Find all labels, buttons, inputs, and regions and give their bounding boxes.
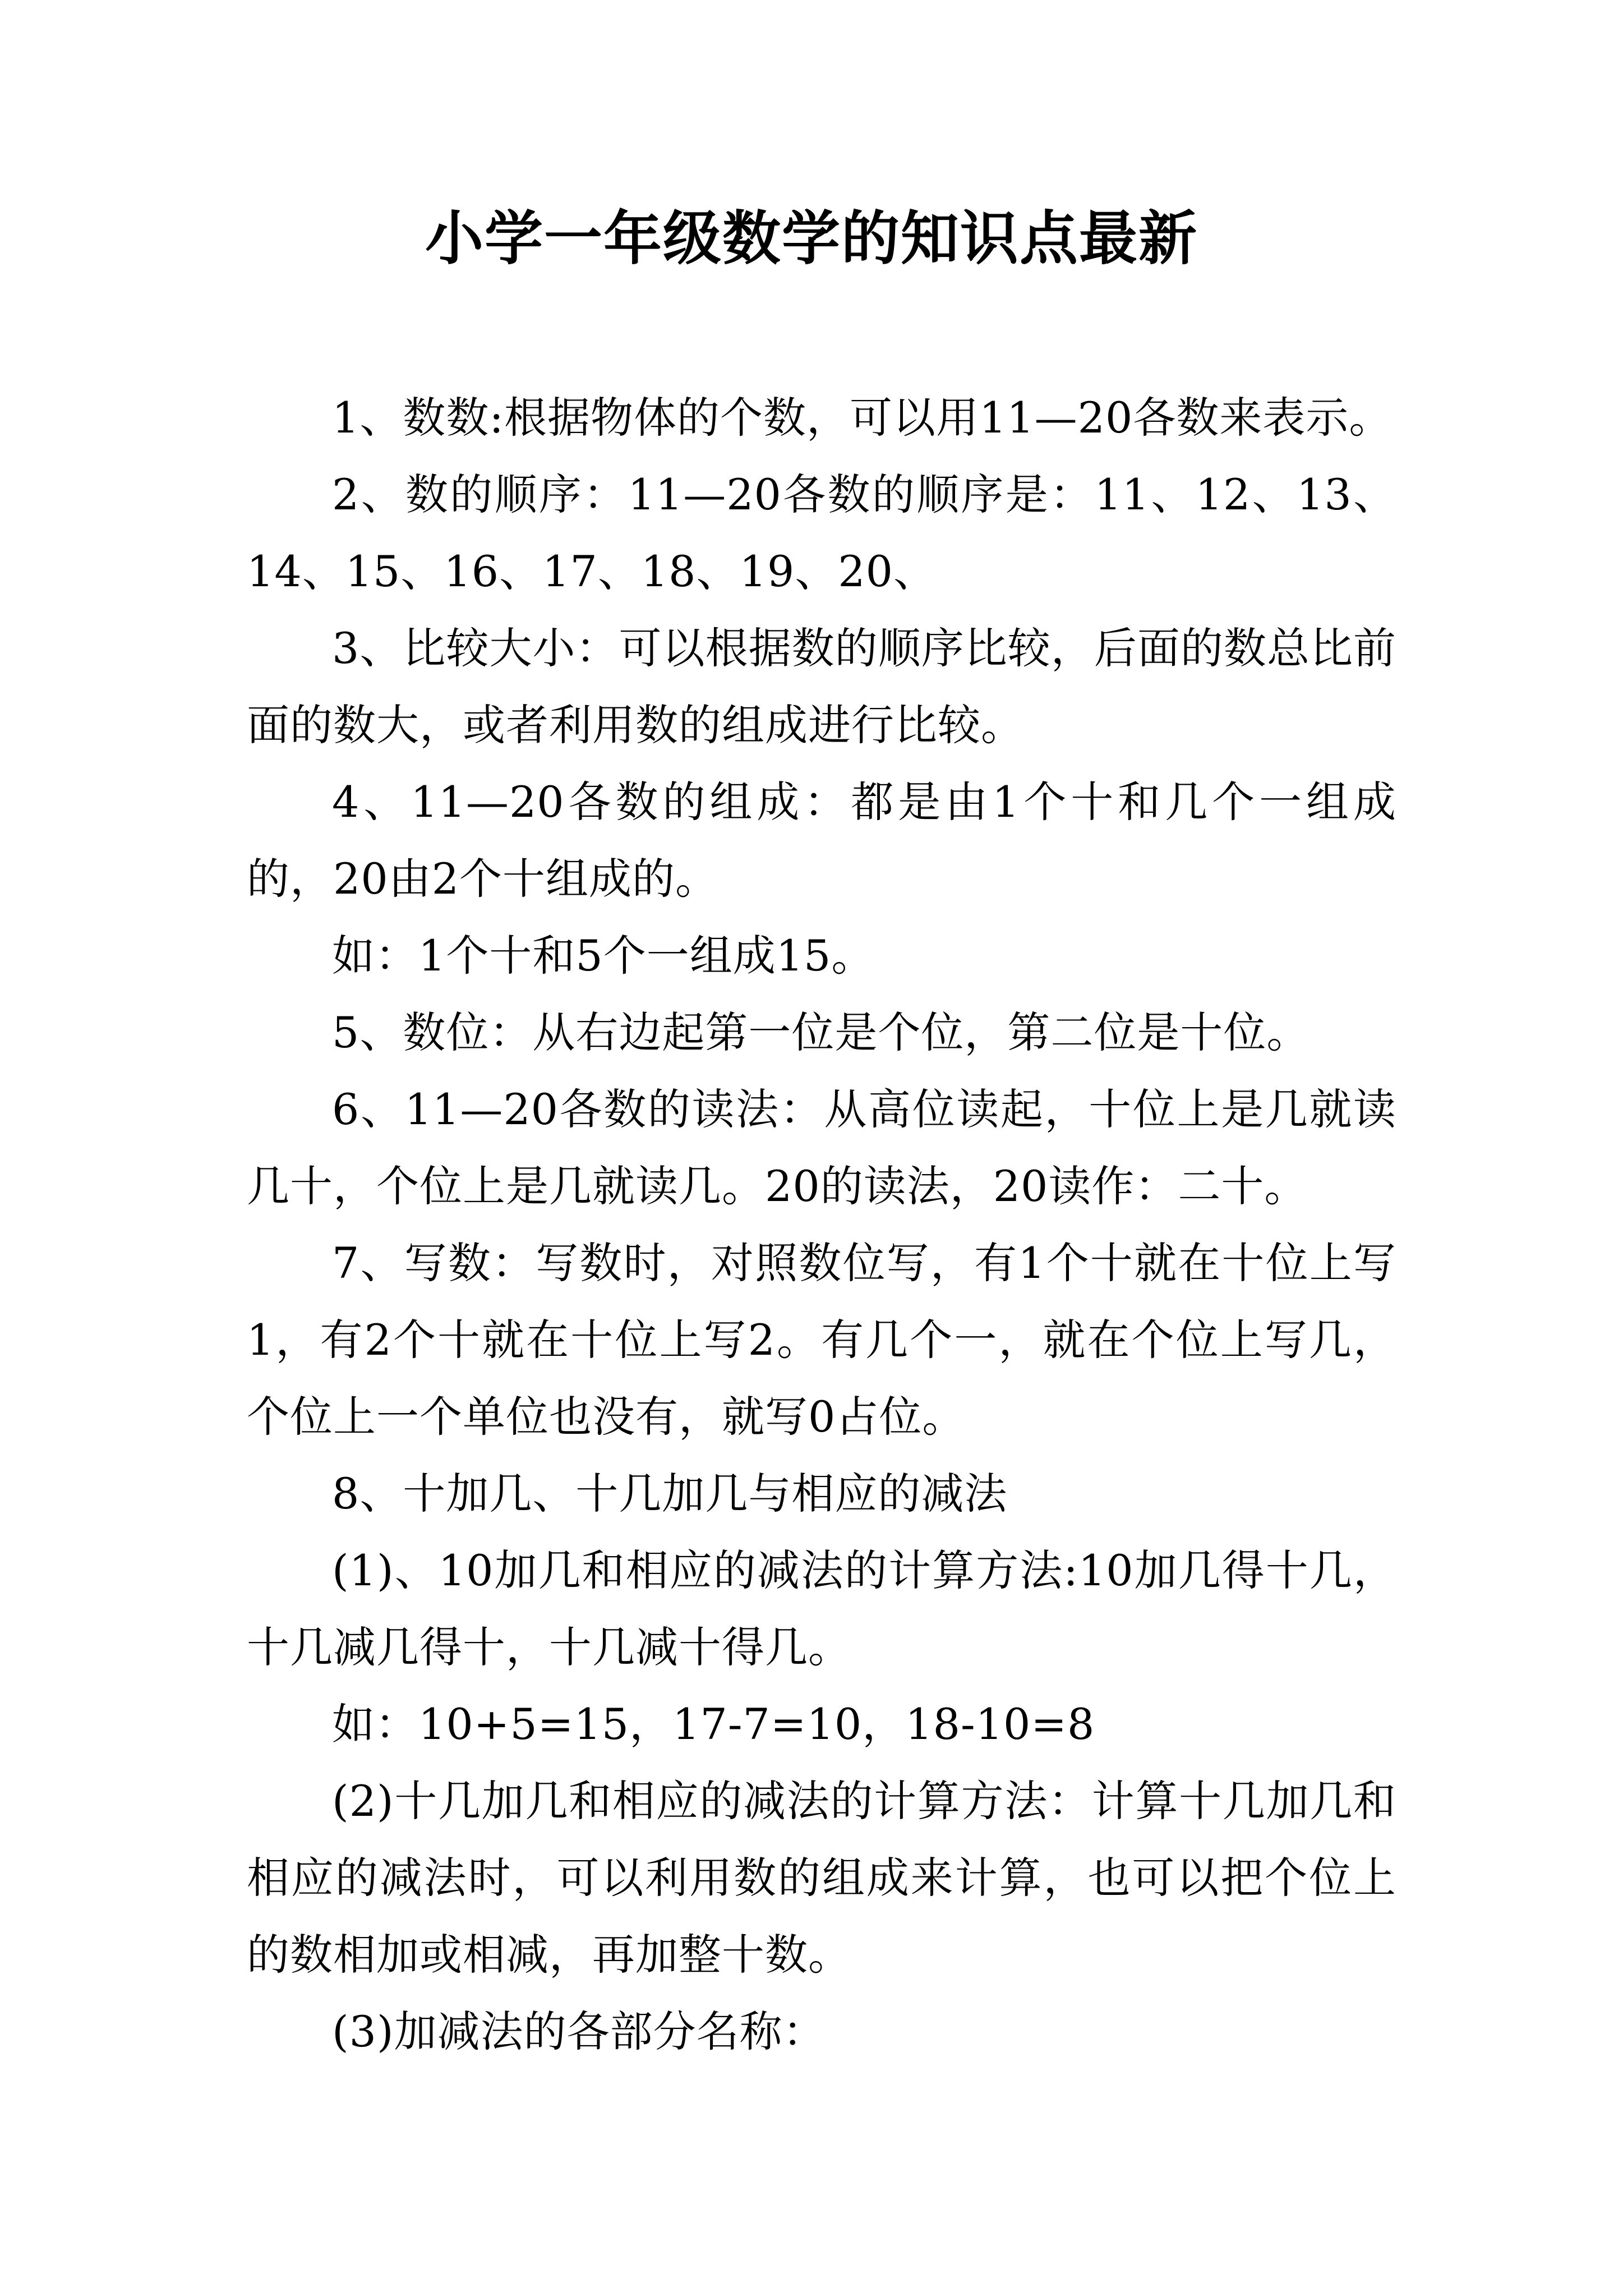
- paragraph-2: 2、数的顺序：11—20各数的顺序是：11、12、13、14、15、16、17、18、19、20、: [247, 470, 1396, 596]
- paragraph-5: 5、数位：从右边起第一位是个位，第二位是十位。: [332, 1007, 1310, 1057]
- paragraph-8: 8、十加几、十几加几与相应的减法: [332, 1469, 1008, 1519]
- paragraph-8-3: (3)加减法的各部分名称：: [332, 2007, 826, 2056]
- paragraph-6: 6、11—20各数的读法：从高位读起，十位上是几就读几十，个位上是几就读几。20的读法，20读作：二十。: [247, 1084, 1396, 1211]
- document-title: 小学一年级数学的知识点最新: [425, 204, 1198, 273]
- paragraph-7: 7、写数：写数时，对照数位写，有1个十就在十位上写1，有2个十就在十位上写2。有几个一，就在个位上写几，个位上一个单位也没有，就写0占位。: [247, 1238, 1396, 1442]
- paragraph-8-2: (2)十几加几和相应的减法的计算方法：计算十几加几和相应的减法时，可以利用数的组成来计算，也可以把个位上的数相加或相减，再加整十数。: [247, 1776, 1396, 1980]
- paragraph-4: 4、11—20各数的组成：都是由1个十和几个一组成的，20由2个十组成的。: [247, 777, 1396, 904]
- paragraph-3: 3、比较大小：可以根据数的顺序比较，后面的数总比前面的数大，或者利用数的组成进行比较。: [247, 623, 1396, 750]
- paragraph-8-1-example: 如：10+5=15，17-7=10，18-10=8: [332, 1699, 1095, 1749]
- paragraph-4-example: 如：1个十和5个一组成15。: [332, 931, 875, 981]
- paragraph-1: 1、数数:根据物体的个数，可以用11—20各数来表示。: [332, 393, 1393, 443]
- document-body: [247, 379, 1396, 2070]
- paragraph-8-1: (1)、10加几和相应的减法的计算方法:10加几得十几，十几减几得十，十几减十得几。: [247, 1545, 1396, 1672]
